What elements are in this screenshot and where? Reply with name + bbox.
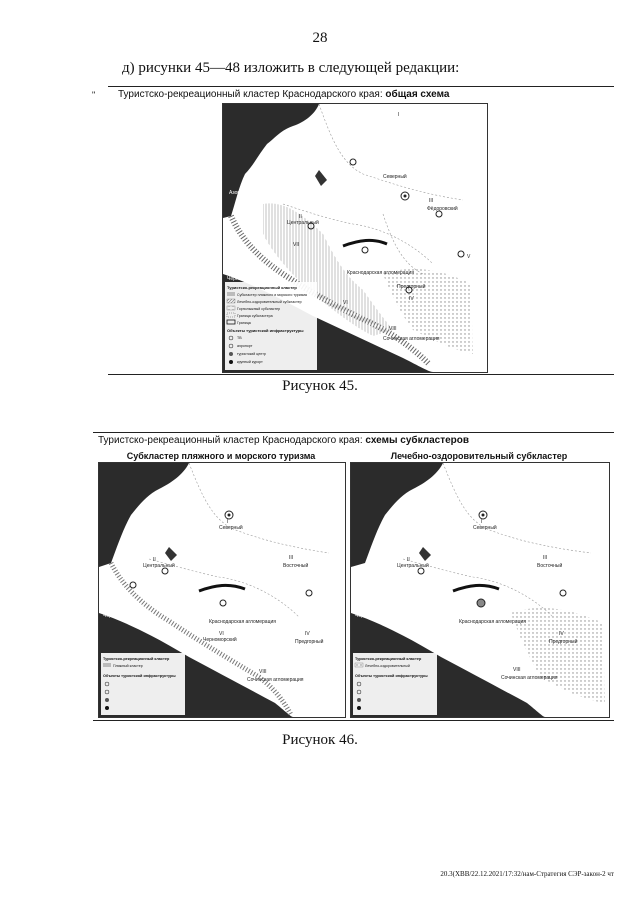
left-label-roman-6: VI xyxy=(219,631,224,637)
figure46-right-title: Лечебно-оздоровительный субкластер xyxy=(390,451,568,461)
black-sea-label: Чёрное море xyxy=(227,276,258,282)
right-label-krasnodar: Краснодарская агломерация xyxy=(459,619,526,625)
label-krasnodar: Краснодарская агломерация xyxy=(347,270,414,276)
label-predgorny: Предгорный xyxy=(397,284,426,290)
label-severny: Северный xyxy=(383,174,407,180)
legend-heading: Туристско-рекреационный кластер xyxy=(227,285,297,290)
left-label-predgorny: Предгорный xyxy=(295,639,324,645)
left-center-marker-krasnodar xyxy=(220,600,226,606)
left-label-vostochny: Восточный xyxy=(283,563,309,569)
right-azov-sea-shape xyxy=(351,463,443,567)
left-label-central: Центральный xyxy=(143,563,175,569)
left-center-marker-east xyxy=(306,590,312,596)
legend-item-2: Лечебно-оздоровительный субкластер xyxy=(237,300,302,304)
right-label-roman-2: II xyxy=(407,557,410,563)
legend-swatch-3 xyxy=(227,306,235,310)
legend-object-2: аэропорт xyxy=(237,344,253,348)
opening-quote: " xyxy=(92,90,96,100)
right-border-1 xyxy=(443,463,591,553)
label-roman-8: VIII xyxy=(389,326,397,332)
right-lake-shape xyxy=(419,547,431,561)
figure46-title-plain: Туристско-рекреационный кластер Краснодарского края: xyxy=(98,435,366,446)
left-label-krasnodar: Краснодарская агломерация xyxy=(209,619,276,625)
label-roman-4: IV xyxy=(409,296,414,302)
top-rule xyxy=(108,86,614,87)
left-center-marker-anapa xyxy=(130,582,136,588)
left-label-roman-2: II xyxy=(153,557,156,563)
right-center-marker-krasnodar xyxy=(477,599,485,607)
left-legend-item: Пляжный кластер xyxy=(113,664,143,668)
left-legend-objects-heading: Объекты туристской инфраструктуры xyxy=(103,674,176,678)
figure46-bottom-rule xyxy=(93,720,614,721)
left-label-chernomorsky: Черноморский xyxy=(203,637,237,643)
right-legend xyxy=(353,653,437,715)
left-azov-sea-shape xyxy=(99,463,189,567)
label-roman-2: II xyxy=(299,214,302,220)
legend-item-3: Горнолыжный субкластер xyxy=(237,307,281,311)
left-lake-shape xyxy=(165,547,177,561)
right-reservoir-shape xyxy=(453,585,499,591)
figure46-left-map-svg xyxy=(99,463,345,717)
left-legend-icon-3 xyxy=(105,698,109,702)
label-roman-1: I xyxy=(398,112,400,118)
district-border-3 xyxy=(383,214,423,274)
figure45-title-bold: общая схема xyxy=(385,89,450,100)
figure46-left-title: Субкластер пляжного и морского туризма xyxy=(126,451,316,461)
center-marker-krasnodar xyxy=(362,247,368,253)
left-black-sea-label: Чёрное море xyxy=(103,613,134,619)
figure45-map xyxy=(222,103,488,373)
left-legend-heading: Туристско-рекреационный кластер xyxy=(103,657,170,661)
figure46-right-map-svg xyxy=(351,463,609,717)
left-label-severny: Северный xyxy=(219,525,243,531)
right-center-marker-east xyxy=(560,590,566,596)
right-label-roman-3: III xyxy=(543,555,548,561)
center-marker-1 xyxy=(350,159,356,165)
label-fedorovsky: Фёдоровский xyxy=(427,206,458,212)
label-sochi: Сочинская агломерация xyxy=(383,336,440,342)
right-legend-swatch xyxy=(355,663,363,667)
left-legend-icon-4 xyxy=(105,706,109,710)
left-center-dot-1 xyxy=(228,514,231,517)
right-label-severny: Северный xyxy=(473,525,497,531)
district-border-1 xyxy=(319,104,463,200)
left-reservoir-shape xyxy=(199,585,245,591)
figure46-caption: Рисунок 46. xyxy=(282,732,358,748)
figure46-title-bold: схемы субкластеров xyxy=(365,435,470,446)
figure45-legend xyxy=(225,282,317,370)
right-label-sochi: Сочинская агломерация xyxy=(501,675,558,681)
left-label-sochi: Сочинская агломерация xyxy=(247,677,304,683)
right-label-vostochny: Восточный xyxy=(537,563,563,569)
right-label-roman-4: IV xyxy=(559,631,564,637)
left-label-roman-8: VIII xyxy=(259,669,267,675)
legend-object-3: туристский центр xyxy=(237,352,266,356)
left-legend-swatch xyxy=(103,663,111,667)
right-legend-icon-4 xyxy=(357,706,361,710)
center-marker-east xyxy=(458,251,464,257)
legend-item-5: Граница xyxy=(237,321,251,325)
right-legend-objects-heading: Объекты туристской инфраструктуры xyxy=(355,674,428,678)
label-central: Центральный xyxy=(287,220,319,226)
right-azov-sea-label: Азовское море xyxy=(403,537,438,543)
right-label-roman-8: VIII xyxy=(513,667,521,673)
azov-sea-label: Азовское море xyxy=(229,190,264,196)
figure46-left-map xyxy=(98,462,346,718)
center-dot-severny xyxy=(404,195,407,198)
document-footer: 20.3(XBВ/22.12.2021/17:32/нам-Стратегия СЭР-закон-2 чт xyxy=(440,870,614,878)
left-legend xyxy=(101,653,185,715)
right-center-dot-1 xyxy=(482,514,485,517)
label-roman-6: VI xyxy=(343,300,348,306)
amendment-instruction: д) рисунки 45—48 изложить в следующей редакции: xyxy=(122,60,460,76)
lake-shape xyxy=(315,170,327,186)
right-legend-item: Лечебно-оздоровительный xyxy=(365,664,410,668)
figure46-title xyxy=(98,435,469,446)
right-black-sea-label: Чёрное море xyxy=(355,613,386,619)
figure46-right-map xyxy=(350,462,610,718)
figure45-title xyxy=(118,89,449,100)
figure46-top-rule xyxy=(93,432,614,433)
figure45-bottom-rule xyxy=(108,374,614,375)
figure45-title-plain: Туристско-рекреационный кластер Краснодарского края: xyxy=(118,89,386,100)
legend-object-icon-4 xyxy=(229,360,233,364)
reservoir-shape xyxy=(343,240,387,246)
left-azov-sea-label: Азовское море xyxy=(149,537,184,543)
legend-objects-heading: Объекты туристской инфраструктуры xyxy=(227,328,304,333)
legend-swatch-2 xyxy=(227,299,235,303)
left-label-roman-1: I xyxy=(227,519,229,525)
right-label-predgorny: Предгорный xyxy=(549,639,578,645)
page-number: 28 xyxy=(312,30,328,46)
figure45-map-svg xyxy=(223,104,487,372)
legend-object-4: крупный курорт xyxy=(237,360,263,364)
legend-swatch-1 xyxy=(227,292,235,296)
azov-sea-shape xyxy=(223,104,319,218)
left-label-roman-3: III xyxy=(289,555,294,561)
legend-item-4: Граница субкластера xyxy=(237,314,273,318)
right-legend-icon-3 xyxy=(357,698,361,702)
left-label-roman-4: IV xyxy=(305,631,310,637)
right-legend-heading: Туристско-рекреационный кластер xyxy=(355,657,422,661)
figure45-caption: Рисунок 45. xyxy=(282,378,358,394)
right-label-roman-1: I xyxy=(481,519,483,525)
left-border-1 xyxy=(189,463,329,553)
legend-object-icon-3 xyxy=(229,352,233,356)
label-roman-3: III xyxy=(429,198,434,204)
legend-item-1: Субкластер пляжного и морского туризма xyxy=(237,293,307,297)
label-roman-7: VII xyxy=(293,242,300,248)
legend-object-1: ТВ xyxy=(237,336,242,340)
right-label-central: Центральный xyxy=(397,563,429,569)
label-roman-5: V xyxy=(467,254,471,260)
